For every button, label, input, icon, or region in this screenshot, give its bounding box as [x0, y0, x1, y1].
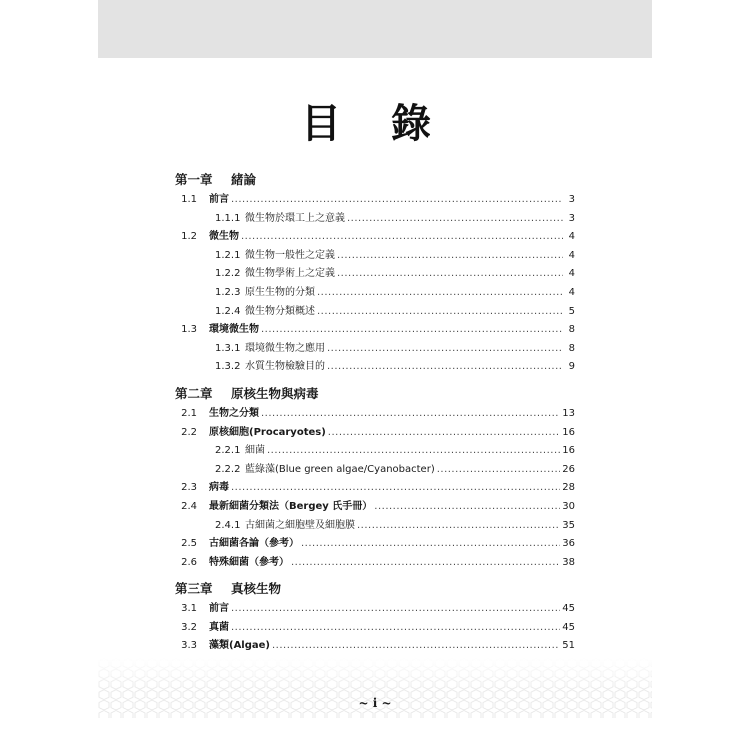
dot-leader [231, 603, 560, 614]
toc-entry[interactable] [167, 320, 575, 339]
page-number-ref: 16 [562, 445, 575, 457]
chapter-title: 原核生物與病毒 [231, 385, 319, 401]
section-number: 1.3.1 [215, 342, 241, 354]
dot-leader [347, 213, 563, 224]
section-title: 原核細胞(Procaryotes) [209, 426, 326, 438]
section-title: 微生物 [209, 231, 239, 243]
page-number-ref: 28 [562, 482, 575, 494]
section-title: 古細菌之細胞壁及細胞膜 [245, 519, 355, 531]
page-number-ref: 16 [562, 426, 575, 438]
dot-leader [374, 501, 560, 512]
page-number-ref: 4 [568, 249, 575, 261]
chapter-title: 緒論 [231, 172, 257, 187]
dot-leader [291, 557, 560, 568]
dot-leader [437, 464, 561, 475]
chapter-heading [175, 168, 575, 190]
dot-leader [337, 268, 563, 279]
section-title: 特殊細菌（參考） [209, 556, 289, 568]
section-number: 2.2.1 [215, 445, 241, 457]
dot-leader [317, 306, 563, 317]
chapter-number: 第三章 [175, 581, 213, 597]
toc-entry[interactable] [215, 460, 575, 479]
section-title: 微生物一般性之定義 [245, 249, 335, 261]
section-number: 1.2.3 [215, 286, 241, 298]
section-number: 1.2.4 [215, 305, 241, 317]
dot-leader [267, 445, 560, 456]
section-number: 3.2 [181, 621, 197, 633]
toc-entry[interactable] [215, 283, 575, 302]
dot-leader [231, 194, 563, 205]
toc-entry[interactable] [215, 357, 575, 376]
toc-entry[interactable] [215, 209, 575, 228]
dot-leader [357, 520, 560, 531]
page-title: 目 錄 [301, 100, 449, 147]
section-number: 2.4 [181, 500, 197, 512]
section-number: 2.1 [181, 407, 197, 419]
page-number-ref: 5 [568, 305, 575, 317]
toc-entry[interactable] [215, 302, 575, 321]
chapter-heading [175, 577, 575, 599]
section-number: 3.1 [181, 603, 197, 615]
dot-leader [317, 287, 563, 298]
chapter-number: 第二章 [175, 385, 213, 401]
section-number: 1.3 [181, 324, 197, 336]
page-number-ref: 26 [562, 463, 575, 475]
toc-entry[interactable] [167, 599, 575, 618]
section-title: 真菌 [209, 621, 229, 633]
toc-entry[interactable] [167, 636, 575, 655]
toc-entry[interactable] [167, 227, 575, 246]
section-title: 環境微生物 [209, 324, 259, 336]
section-number: 1.2.2 [215, 268, 241, 280]
table-of-contents [175, 168, 575, 655]
toc-entry[interactable] [215, 516, 575, 535]
dot-leader [261, 324, 563, 335]
page-number-ref: 30 [562, 500, 575, 512]
section-title: 微生物於環工上之意義 [245, 212, 345, 224]
toc-entry[interactable] [215, 339, 575, 358]
page-number: ~ i ~ [358, 696, 392, 710]
section-number: 1.2.1 [215, 249, 241, 261]
dot-leader [241, 231, 563, 242]
toc-entry[interactable] [215, 246, 575, 265]
section-title: 原生生物的分類 [245, 286, 315, 298]
page-number-ref: 3 [568, 194, 575, 205]
toc-entry[interactable] [167, 618, 575, 637]
page-number-ref: 45 [562, 621, 575, 633]
toc-entry[interactable] [215, 264, 575, 283]
section-title: 前言 [209, 194, 229, 205]
section-number: 1.1.1 [215, 212, 241, 224]
toc-entry[interactable] [167, 423, 575, 442]
toc-entry[interactable] [215, 441, 575, 460]
dot-leader [327, 361, 563, 372]
chapter-number: 第一章 [175, 172, 213, 187]
page-number-ref: 9 [568, 361, 575, 373]
section-title: 生物之分類 [209, 407, 259, 419]
chapter-title: 真核生物 [231, 581, 282, 597]
page-number-ref: 4 [568, 268, 575, 280]
dot-leader [337, 250, 563, 261]
section-title: 最新細菌分類法（Bergey 氏手冊） [209, 500, 373, 512]
toc-entry[interactable] [167, 534, 575, 553]
dot-leader [327, 343, 563, 354]
toc-entry[interactable] [167, 553, 575, 572]
section-title: 病毒 [209, 482, 229, 494]
section-title: 古細菌各論（參考） [209, 538, 299, 550]
toc-entry[interactable] [167, 404, 575, 423]
section-number: 1.2 [181, 231, 197, 243]
page-number-ref: 8 [568, 342, 575, 354]
section-number: 1.1 [181, 194, 197, 205]
section-title: 水質生物檢驗目的 [245, 361, 325, 373]
chapter-heading [175, 382, 575, 404]
section-title: 環境微生物之應用 [245, 342, 325, 354]
section-number: 2.2 [181, 426, 197, 438]
header-band [98, 0, 652, 58]
section-title: 前言 [209, 603, 229, 615]
dot-leader [328, 427, 560, 438]
dot-leader [231, 482, 560, 493]
section-title: 藻類(Algae) [209, 640, 270, 652]
section-number: 2.5 [181, 538, 197, 550]
toc-entry[interactable] [167, 497, 575, 516]
section-title: 微生物分類概述 [245, 305, 315, 317]
dot-leader [272, 640, 560, 651]
dot-leader [231, 622, 560, 633]
page-number-ref: 36 [562, 538, 575, 550]
section-number: 2.3 [181, 482, 197, 494]
section-number: 1.3.2 [215, 361, 241, 373]
page-number-ref: 13 [562, 407, 575, 419]
page-number-ref: 45 [562, 603, 575, 615]
page-number-ref: 8 [568, 324, 575, 336]
toc-entry[interactable] [167, 190, 575, 209]
toc-entry[interactable] [167, 478, 575, 497]
section-number: 2.2.2 [215, 463, 241, 475]
page-number-ref: 4 [568, 286, 575, 298]
section-title: 細菌 [245, 445, 265, 457]
dot-leader [301, 538, 560, 549]
section-number: 3.3 [181, 640, 197, 652]
page-number-ref: 3 [568, 212, 575, 224]
section-number: 2.6 [181, 556, 197, 568]
page-number-ref: 51 [562, 640, 575, 652]
section-number: 2.4.1 [215, 519, 241, 531]
page-number-ref: 38 [562, 556, 575, 568]
page-number-ref: 4 [568, 231, 575, 243]
page-number-ref: 35 [562, 519, 575, 531]
dot-leader [261, 408, 560, 419]
section-title: 藍綠藻(Blue green algae/Cyanobacter) [245, 463, 435, 475]
section-title: 微生物學術上之定義 [245, 268, 335, 280]
